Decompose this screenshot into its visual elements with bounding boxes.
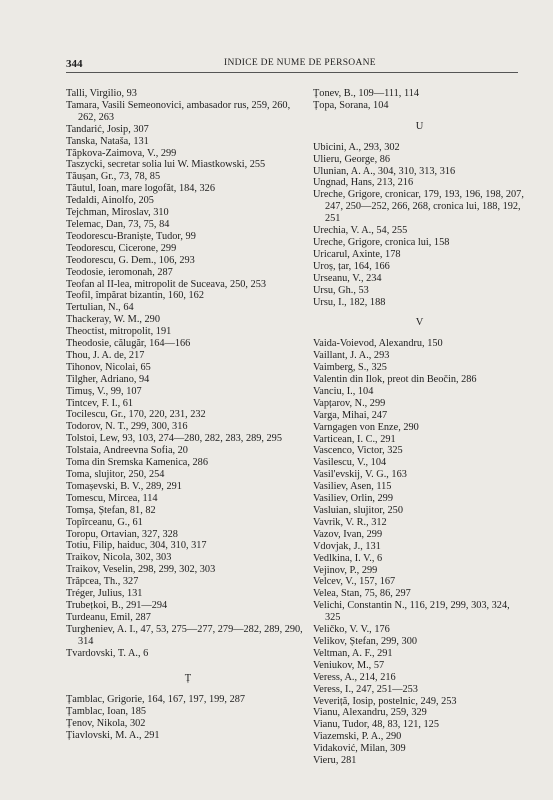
running-title: INDICE DE NUME DE PERSOANE: [224, 58, 376, 68]
index-entry: Țopa, Sorana, 104: [313, 99, 389, 111]
index-entry: Tandarić, Josip, 307: [66, 123, 149, 135]
index-entry: Țamblac, Grigorie, 164, 167, 197, 199, 287: [66, 694, 246, 706]
index-entry: Tomescu, Mircea, 114: [66, 492, 158, 504]
index-entry: Ubicini, A., 293, 302: [313, 141, 400, 153]
index-entry: Viazemski, P. A., 290: [313, 731, 402, 743]
section-letter-t-comma: Ț: [184, 672, 192, 684]
index-entry: Turgheniev, A. I., 47, 53, 275—277, 279—282, 289, 290, 314: [66, 623, 303, 647]
section-v-entries: [313, 338, 526, 767]
index-entry: Teofil, împărat bizantin, 160, 162: [66, 290, 204, 302]
index-entry: Vdovjak, J., 131: [313, 540, 381, 552]
header-rule: [66, 72, 518, 73]
index-entry: Theoctist, mitropolit, 191: [66, 326, 172, 338]
index-entry: Varga, Mihai, 247: [313, 409, 388, 421]
index-entry: Totiu, Filip, haiduc, 304, 310, 317: [66, 540, 207, 552]
index-entry: Veličko, V. V., 176: [313, 624, 390, 636]
index-entry: Tihonov, Nicolai, 65: [66, 361, 151, 373]
index-entry: Thackeray, W. M., 290: [66, 314, 160, 326]
index-entry: Velikov, Ștefan, 299, 300: [313, 635, 418, 647]
index-entry: Theodosie, călugăr, 164—166: [66, 338, 191, 350]
index-entry: Tolstaia, Andreevna Sofia, 20: [66, 445, 188, 457]
index-entry: Tomșa, Ștefan, 81, 82: [66, 504, 156, 516]
index-entry: Vasiliev, Asen, 115: [313, 481, 392, 493]
index-entry: Toma, slujitor, 250, 254: [66, 469, 165, 480]
index-entry: Ursu, Gh., 53: [313, 284, 369, 296]
section-t-comma-entries: [66, 694, 310, 742]
index-entry: Veltman, A. F., 291: [313, 647, 393, 659]
index-entry: Țiavlovski, M. A., 291: [66, 730, 160, 742]
index-entry: Vasluian, slujitor, 250: [313, 505, 403, 516]
left-column: [66, 88, 310, 742]
index-entry: Varngagen von Enze, 290: [313, 421, 419, 433]
index-entry: Telemac, Dan, 73, 75, 84: [66, 218, 170, 230]
index-entry: Uroș, țar, 164, 166: [313, 260, 390, 272]
index-entry: Trăpcea, Th., 327: [66, 576, 139, 588]
index-entry: Tolstoi, Lew, 93, 103, 274—280, 282, 283, 289, 295: [66, 433, 282, 445]
page-number: 344: [66, 58, 83, 70]
index-entry: Țenov, Nikola, 302: [66, 718, 146, 730]
section-letter-v: V: [415, 317, 424, 329]
index-entry: Uricarul, Axinte, 178: [313, 248, 401, 260]
index-entry: Tejchman, Miroslav, 310: [66, 207, 169, 219]
index-entry: Teofan al II-lea, mitropolit de Suceava, 250, 253: [66, 278, 266, 290]
index-entry: Timuș, V., 99, 107: [66, 385, 142, 397]
index-entry: Tăutul, Ioan, mare logofăt, 184, 326: [66, 183, 215, 195]
index-entry: Tanska, Nataša, 131: [66, 135, 149, 147]
index-entry: Vasil'evskij, V. G., 163: [313, 469, 407, 481]
index-entry: Tocilescu, Gr., 170, 220, 231, 232: [66, 409, 206, 421]
index-entry: Tertulian, N., 64: [66, 302, 134, 314]
index-entry: Teodorescu, G. Dem., 106, 293: [66, 254, 195, 266]
index-entry: Velea, Stan, 75, 86, 297: [313, 588, 411, 600]
index-entry: Ureche, Grigore, cronica lui, 158: [313, 236, 450, 248]
index-entry: Taszycki, secretar solia lui W. Miastkowski, 255: [66, 159, 266, 171]
index-entry: Tilgher, Adriano, 94: [66, 373, 150, 385]
index-entry: Traikov, Veselin, 298, 299, 302, 303: [66, 564, 216, 576]
index-entry: Țonev, B., 109—111, 114: [313, 88, 420, 99]
index-entry: Tréger, Julius, 131: [66, 588, 143, 600]
index-entry: Vaida-Voievod, Alexandru, 150: [313, 338, 443, 350]
section-letter-u: U: [415, 120, 424, 132]
index-entry: Teodorescu-Braniște, Tudor, 99: [66, 230, 196, 242]
index-entry: Vaillant, J. A., 293: [313, 350, 390, 362]
index-entry: Velcev, V., 157, 167: [313, 576, 396, 588]
index-entry: Vedlkina, I. V., 6: [313, 552, 383, 564]
section-t-comma-continued-entries: [313, 88, 526, 112]
index-entry: Vejinov, P., 299: [313, 564, 378, 576]
index-entry: Vaimberg, S., 325: [313, 362, 387, 374]
index-entry: Trubețkoi, B., 291—294: [66, 599, 168, 611]
index-entry: Toropu, Ortavian, 327, 328: [66, 528, 178, 540]
index-entry: Vidaković, Milan, 309: [313, 743, 406, 755]
index-entry: Urseanu, V., 234: [313, 272, 382, 284]
index-entry: Ureche, Grigore, cronicar, 179, 193, 196, 198, 207, 247, 250—252, 266, 268, cronica lui, 188, 192, 251: [313, 189, 524, 225]
index-entry: Traikov, Nicola, 302, 303: [66, 552, 172, 564]
index-entry: Todorov, N. T., 299, 300, 316: [66, 421, 188, 433]
index-entry: Vasiliev, Orlin, 299: [313, 493, 393, 505]
index-entry: Veveriță, Iosip, postelnic, 249, 253: [313, 695, 457, 707]
index-entry: Vascenco, Victor, 325: [313, 445, 403, 457]
index-entry: Tintcev, F. I., 61: [66, 397, 134, 409]
index-entry: Varticean, I. C., 291: [313, 433, 396, 445]
index-entry: Tăpkova-Zaimova, V., 299: [66, 147, 177, 159]
index-entry: Ulieru, George, 86: [313, 153, 391, 165]
index-entry: Tvardovski, T. A., 6: [66, 647, 149, 659]
index-entry: Tăușan, Gr., 73, 78, 85: [66, 171, 161, 183]
index-entry: Ulunian, A. A., 304, 310, 313, 316: [313, 165, 456, 177]
index-entry: Talli, Virgilio, 93: [66, 88, 137, 99]
index-entry: Teodosie, ieromonah, 287: [66, 266, 173, 278]
index-entry: Țamblac, Ioan, 185: [66, 706, 147, 718]
right-column: [313, 88, 526, 767]
index-entry: Tedaldi, Ainolfo, 205: [66, 195, 154, 207]
index-entry: Thou, J. A. de, 217: [66, 349, 145, 361]
index-entry: Vieru, 281: [313, 755, 357, 767]
index-entry: Vianu, Alexandru, 259, 329: [313, 707, 427, 719]
index-entry: Veress, I., 247, 251—253: [313, 683, 418, 695]
index-entry: Veniukov, M., 57: [313, 659, 385, 671]
index-entry: Ungnad, Hans, 213, 216: [313, 177, 414, 189]
index-entry: Vianu, Tudor, 48, 83, 121, 125: [313, 719, 439, 731]
section-u-entries: [313, 142, 526, 309]
index-entry: Vapțarov, N., 299: [313, 397, 386, 409]
index-entry: Urechia, V. A., 54, 255: [313, 225, 408, 237]
index-entry: Tomașevski, B. V., 289, 291: [66, 480, 182, 492]
index-entry: Vasilescu, V., 104: [313, 457, 387, 469]
index-entry: Valentin din Ilok, preot din Beočin, 286: [313, 374, 477, 386]
index-entry: Velichi, Constantin N., 116, 219, 299, 303, 324, 325: [313, 600, 510, 624]
index-entry: Tamara, Vasili Semeonovici, ambasador rus, 259, 260, 262, 263: [66, 99, 291, 123]
index-entry: Vavrik, V. R., 312: [313, 516, 387, 528]
index-entry: Teodorescu, Cicerone, 299: [66, 242, 177, 254]
section-t-entries: [66, 88, 310, 660]
index-entry: Topîrceanu, G., 61: [66, 516, 143, 528]
index-entry: Toma din Sremska Kamenica, 286: [66, 457, 208, 469]
index-entry: Vanciu, I., 104: [313, 385, 374, 397]
index-entry: Veress, A., 214, 216: [313, 671, 396, 683]
index-entry: Ursu, I., 182, 188: [313, 296, 386, 308]
index-entry: Turdeanu, Emil, 287: [66, 611, 151, 623]
index-entry: Vazov, Ivan, 299: [313, 528, 383, 540]
